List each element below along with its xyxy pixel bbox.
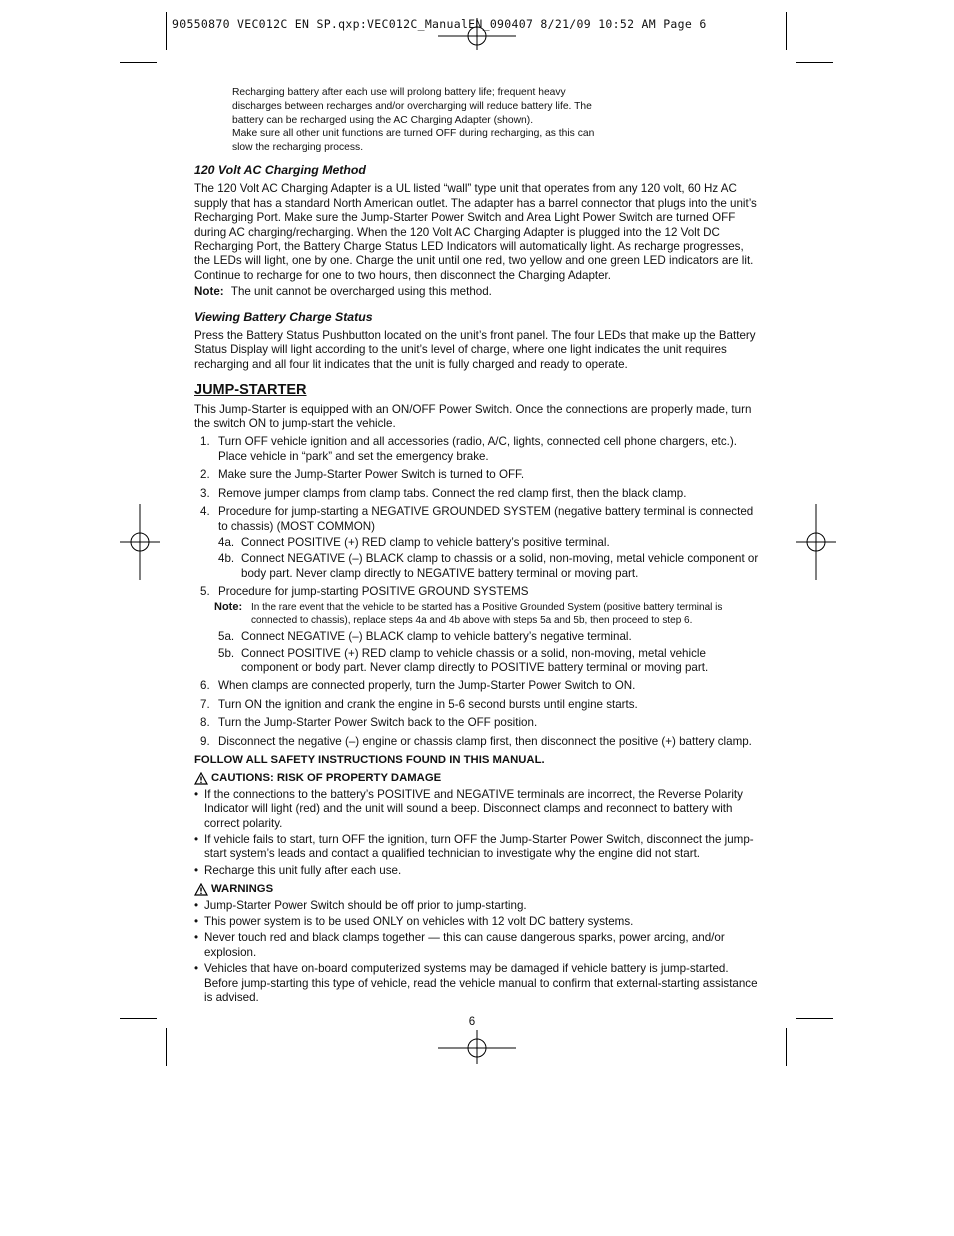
jump-start-steps [194,435,760,749]
caution-item: • If the connections to the battery’s POSITIVE and NEGATIVE terminals are incorrect, the Reverse Polarity Indicator will light (red) and the unit will sound a beep. Disconnect clamps and reconnect to battery with correct polarity. [194,788,760,831]
warning-triangle-icon [194,772,208,785]
substep-number: 5a. [218,630,235,644]
note-label: Note: [214,600,243,613]
step-number: 9. [200,734,210,748]
substep-number: 4b. [218,552,235,566]
step-text: Make sure the Jump-Starter Power Switch is turned to OFF. [218,468,525,482]
registration-mark-right [796,504,836,580]
substep-number: 4a. [218,535,235,549]
jump-starter-intro: This Jump-Starter is equipped with an ON/OFF Power Switch. Once the connections are properly made, turn the switch ON to jump-start the vehicle. [194,402,752,431]
warnings-heading [194,882,760,896]
step-item [194,468,760,482]
substep-text: Connect NEGATIVE (–) BLACK clamp to vehicle battery’s negative terminal. [241,630,632,644]
step-number: 8. [200,716,210,730]
step-item [194,487,760,501]
crop-mark [120,62,157,63]
cautions-list [194,788,760,878]
step-text: When clamps are connected properly, turn the Jump-Starter Power Switch to ON. [218,679,636,693]
step-text: Procedure for jump-starting POSITIVE GROUND SYSTEMS [218,585,529,599]
warning-item: • Never touch red and black clamps together — this can cause dangerous sparks, power arcing, and/or explosion. [194,931,760,960]
safety-instruction: FOLLOW ALL SAFETY INSTRUCTIONS FOUND IN THIS MANUAL. [194,753,545,766]
note-label: Note: [194,285,224,299]
step-number: 7. [200,697,210,711]
caution-item: • If vehicle fails to start, turn OFF the ignition, turn OFF the Jump-Starter Power Switch, disconnect the jump-start system’s leads and contact a qualified technician to investigate why the engine did not start. [194,833,760,862]
step-text: Turn ON the ignition and crank the engine in 5-6 second bursts until engine starts. [218,697,638,711]
caution-item: • Recharge this unit fully after each use. [194,864,760,878]
warning-item: • Vehicles that have on-board computerized systems may be damaged if vehicle battery is jump-started. Before jump-starting this type of vehicle, read the vehicle manual to confirm that external-starting assistance is advised. [194,962,760,1005]
crop-mark [166,12,167,50]
warning-item: • This power system is to be used ONLY on vehicles with 12 volt DC battery systems. [194,915,760,929]
print-slug: 90550870 VEC012C EN SP.qxp:VEC012C_ManualEN_090407 8/21/09 10:52 AM Page 6 [172,17,707,31]
step-item [194,698,760,712]
substep-item [194,630,760,644]
step-note [194,601,760,629]
step-number: 4. [200,505,210,519]
step-item [194,716,760,730]
step-text: Turn the Jump-Starter Power Switch back to the OFF position. [218,716,538,730]
step-item [194,679,760,693]
step-text: Procedure for jump-starting a NEGATIVE GROUNDED SYSTEM (negative battery terminal is connected to chassis) (MOST COMMON) [218,505,754,533]
step-number: 2. [200,468,210,482]
intro-paragraph: Make sure all other unit functions are turned OFF during recharging, as this can slow the recharging process. [232,128,595,154]
ac-method-heading: 120 Volt AC Charging Method [194,162,366,177]
step-number: 3. [200,486,210,500]
crop-mark [796,1018,833,1019]
crop-mark [796,62,833,63]
step-item [194,735,760,749]
cautions-heading [194,771,760,785]
warning-item: • Jump-Starter Power Switch should be off prior to jump-starting. [194,899,760,913]
step-item [194,435,760,464]
crop-mark [786,1028,787,1066]
crop-mark [120,1018,157,1019]
recharge-intro [232,86,612,155]
substep-item [194,536,760,550]
warnings-list [194,899,760,1006]
intro-paragraph: Recharging battery after each use will prolong battery life; frequent heavy discharges between recharges and/or overcharging will reduce battery life. The battery can be recharged using the AC Charging Adapter (shown). [232,87,592,126]
crop-mark [166,1028,167,1066]
page-content [194,86,760,1030]
step-number: 6. [200,679,210,693]
warnings-title: WARNINGS [211,883,274,896]
step-item [194,585,760,675]
ac-method-body: The 120 Volt AC Charging Adapter is a UL listed “wall” type unit that operates from any 120 volt, 60 Hz AC supply that has a standard North American outlet. The adapter has a barrel connector that plugs into the unit’s Recharging Port. Make sure the Jump-Starter Power Switch and Area Light Power Switch are turned OFF during AC charging/recharging. When the 120 Volt AC Charging Adapter is plugged into the 12 Volt DC Recharging Port, the Battery Charge Status LED Indicators will automatically light. As recharge progresses, the LEDs will light, one by one. Charge the unit until one red, two yellow and one green LED indicators are lit. Continue to recharge for one to two hours, then disconnect the Charging Adapter. [194,182,757,282]
substep-text: Connect POSITIVE (+) RED clamp to vehicle battery’s positive terminal. [241,535,610,549]
substep-item [194,647,760,676]
viewing-body: Press the Battery Status Pushbutton located on the unit’s front panel. The four LEDs that make up the Battery Status Display will light according to the unit’s level of charge, where one light indicates the unit requires recharging and all four lit indicates that the unit is fully charged and ready to operate. [194,329,756,371]
step-number: 1. [200,435,210,449]
ac-method-note [194,285,760,299]
substep-text: Connect POSITIVE (+) RED clamp to vehicle chassis or a solid, non-moving, metal vehicle component or body part. Never clamp directly to POSITIVE battery terminal or moving part. [241,646,709,674]
warning-triangle-icon [194,883,208,896]
crop-mark [786,12,787,50]
step-text: Remove jumper clamps from clamp tabs. Connect the red clamp first, then the black clamp. [218,486,687,500]
substep-item [194,552,760,581]
page-number: 6 [468,1015,476,1029]
registration-mark-left [120,504,160,580]
step-text: Turn OFF vehicle ignition and all accessories (radio, A/C, lights, connected cell phone chargers, etc.). Place vehicle in “park” and set the emergency brake. [218,435,737,463]
step-number: 5. [200,585,210,599]
viewing-heading: Viewing Battery Charge Status [194,309,373,324]
substep-text: Connect NEGATIVE (–) BLACK clamp to chassis or a solid, non-moving, metal vehicle component or body part. Never clamp directly to NEGATIVE battery terminal or moving part. [241,552,759,580]
substep-number: 5b. [218,646,235,660]
cautions-title: CAUTIONS: RISK OF PROPERTY DAMAGE [211,772,442,785]
step-item [194,505,760,581]
jump-starter-heading: JUMP-STARTER [194,382,307,399]
note-text: The unit cannot be overcharged using this method. [230,285,492,299]
step-text: Disconnect the negative (–) engine or chassis clamp first, then disconnect the positive (+) battery clamp. [218,734,752,748]
registration-mark-bottom [438,1030,516,1066]
note-text: In the rare event that the vehicle to be started has a Positive Grounded System (positive battery terminal is connected to chassis), replace steps 4a and 4b above with steps 5a and 5b, then proceed to step 6. [251,601,723,627]
